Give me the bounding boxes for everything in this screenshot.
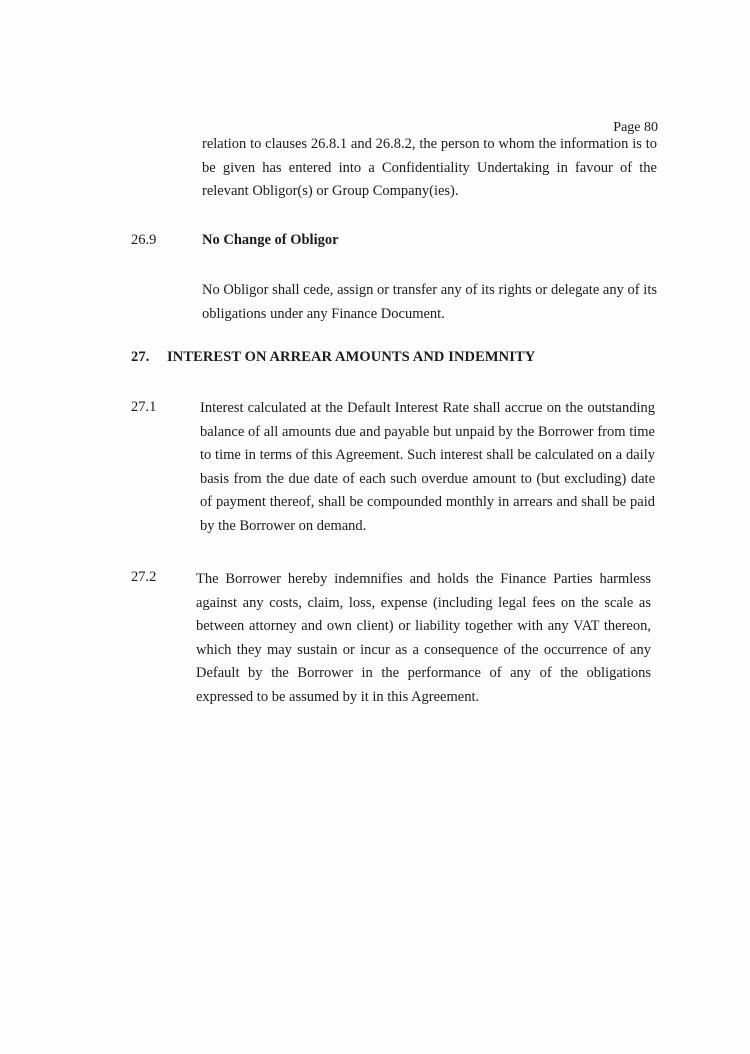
clause-number-27-2: 27.2 (131, 569, 157, 585)
continuation-paragraph: relation to clauses 26.8.1 and 26.8.2, the person to whom the information is to be given has entered into a Confidentiality Undertaking in favour of the relevant Obligor(s) or Group Company(ies). (202, 136, 657, 200)
clause-text-27-1: Interest calculated at the Default Interest Rate shall accrue on the outstanding balance of all amounts due and payable but unpaid by the Borrower from time to time in terms of this Agreement. Such interest shall be calculated on a daily basis from the due date of each such overdue amount to (but excluding) date of payment thereof, shall be compounded monthly in arrears and shall be paid by the Borrower on demand. (200, 400, 655, 534)
clause-number-27-1: 27.1 (131, 399, 157, 415)
page-number: Page 80 (613, 120, 658, 135)
clause-number-26-9: 26.9 (131, 232, 157, 248)
clause-heading-26-9: No Change of Obligor (202, 232, 339, 248)
clause-text-26-9: No Obligor shall cede, assign or transfer any of its rights or delegate any of its obligations under any Finance Document. (202, 282, 657, 322)
section-number-27: 27. (131, 349, 150, 365)
clause-text-27-2: The Borrower hereby indemnifies and holds the Finance Parties harmless against any costs, claim, loss, expense (including legal fees on the scale as between attorney and own client) or liability together with any VAT thereon, which they may sustain or incur as a consequence of the occurrence of any Default by the Borrower in the performance of any of the obligations expressed to be assumed by it in this Agreement. (196, 571, 651, 705)
section-heading-27: INTEREST ON ARREAR AMOUNTS AND INDEMNITY (167, 349, 536, 365)
